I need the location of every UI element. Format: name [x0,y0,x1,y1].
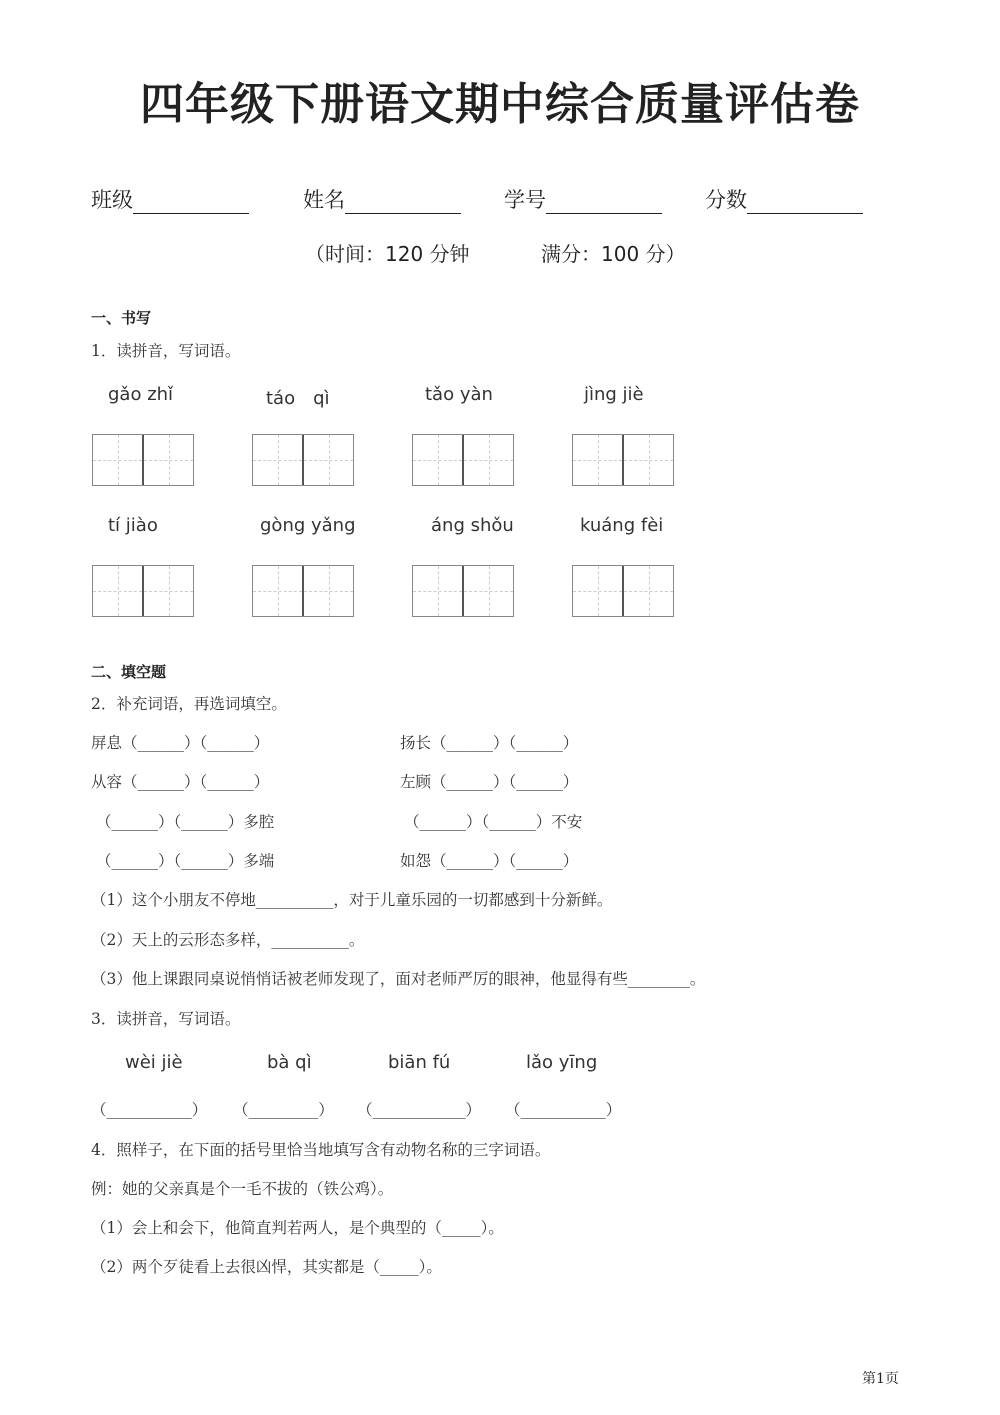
name-label: 姓名 [303,188,345,212]
pinyin: wèi jiè [125,1052,183,1073]
score-label: 分数 [705,188,747,212]
fill-item[interactable]: 扬长（______）（______） [400,734,579,752]
fill-item[interactable]: （______）（______）不安 [404,813,583,831]
question-3: 3．读拼音，写词语。 [91,1010,241,1028]
pinyin: kuáng fèi [580,515,664,536]
answer-blank[interactable]: （_________） [233,1101,334,1119]
pinyin: biān fú [388,1052,451,1073]
pinyin: tǎo yàn [425,384,493,405]
time-note: （时间：120 分钟 [305,242,470,266]
pinyin: áng shǒu [431,515,514,536]
fill-item[interactable]: 屏息（______）（______） [91,734,270,752]
writing-grid[interactable] [252,434,354,486]
section-heading: 一、书写 [91,309,152,327]
sentence-item[interactable]: （1）会上和会下，他简直判若两人，是个典型的（_____）。 [91,1219,504,1237]
id-label: 学号 [504,188,546,212]
id-field[interactable] [504,184,662,214]
fill-item[interactable]: （______）（______）多腔 [96,813,275,831]
score-field[interactable] [705,184,863,214]
answer-blank[interactable]: （____________） [357,1101,482,1119]
writing-grid[interactable] [572,565,674,617]
sentence-item[interactable]: （1）这个小朋友不停地__________，对于儿童乐园的一切都感到十分新鲜。 [91,891,613,909]
pinyin: lǎo yīng [526,1052,598,1073]
class-field[interactable] [91,184,249,214]
sentence-item[interactable]: （3）他上课跟同桌说悄悄话被老师发现了，面对老师严厉的眼神，他显得有些________。 [91,970,706,988]
question-1: 1．读拼音，写词语。 [91,342,241,360]
sentence-item[interactable]: （2）两个歹徒看上去很凶悍，其实都是（_____）。 [91,1258,442,1276]
writing-grid[interactable] [252,565,354,617]
pinyin: táo qì [266,388,330,409]
question-4-example: 例：她的父亲真是个一毛不拔的（铁公鸡）。 [91,1180,394,1198]
fill-item[interactable]: 从容（______）（______） [91,773,270,791]
fill-item[interactable]: 左顾（______）（______） [400,773,579,791]
fill-item[interactable]: （______）（______）多端 [96,852,275,870]
writing-grid[interactable] [572,434,674,486]
pinyin: gòng yǎng [260,515,356,536]
name-field[interactable] [303,184,461,214]
fill-item[interactable]: 如怨（______）（______） [400,852,579,870]
section-heading: 二、填空题 [91,663,167,681]
pinyin: tí jiào [108,515,158,536]
full-score: 满分：100 分） [541,242,686,266]
pinyin: gǎo zhǐ [108,384,174,405]
page-number: 第1页 [862,1371,899,1387]
writing-grid[interactable] [92,565,194,617]
writing-grid[interactable] [412,434,514,486]
writing-grid[interactable] [412,565,514,617]
pinyin: bà qì [267,1052,312,1073]
pinyin: jìng jiè [584,384,644,405]
question-4: 4．照样子，在下面的括号里恰当地填写含有动物名称的三字词语。 [91,1141,551,1159]
page-title: 四年级下册语文期中综合质量评估卷 [140,79,860,130]
question-2: 2．补充词语，再选词填空。 [91,695,287,713]
class-label: 班级 [91,188,133,212]
answer-blank[interactable]: （___________） [505,1101,622,1119]
answer-blank[interactable]: （___________） [91,1101,208,1119]
sentence-item[interactable]: （2）天上的云形态多样，__________。 [91,931,365,949]
writing-grid[interactable] [92,434,194,486]
